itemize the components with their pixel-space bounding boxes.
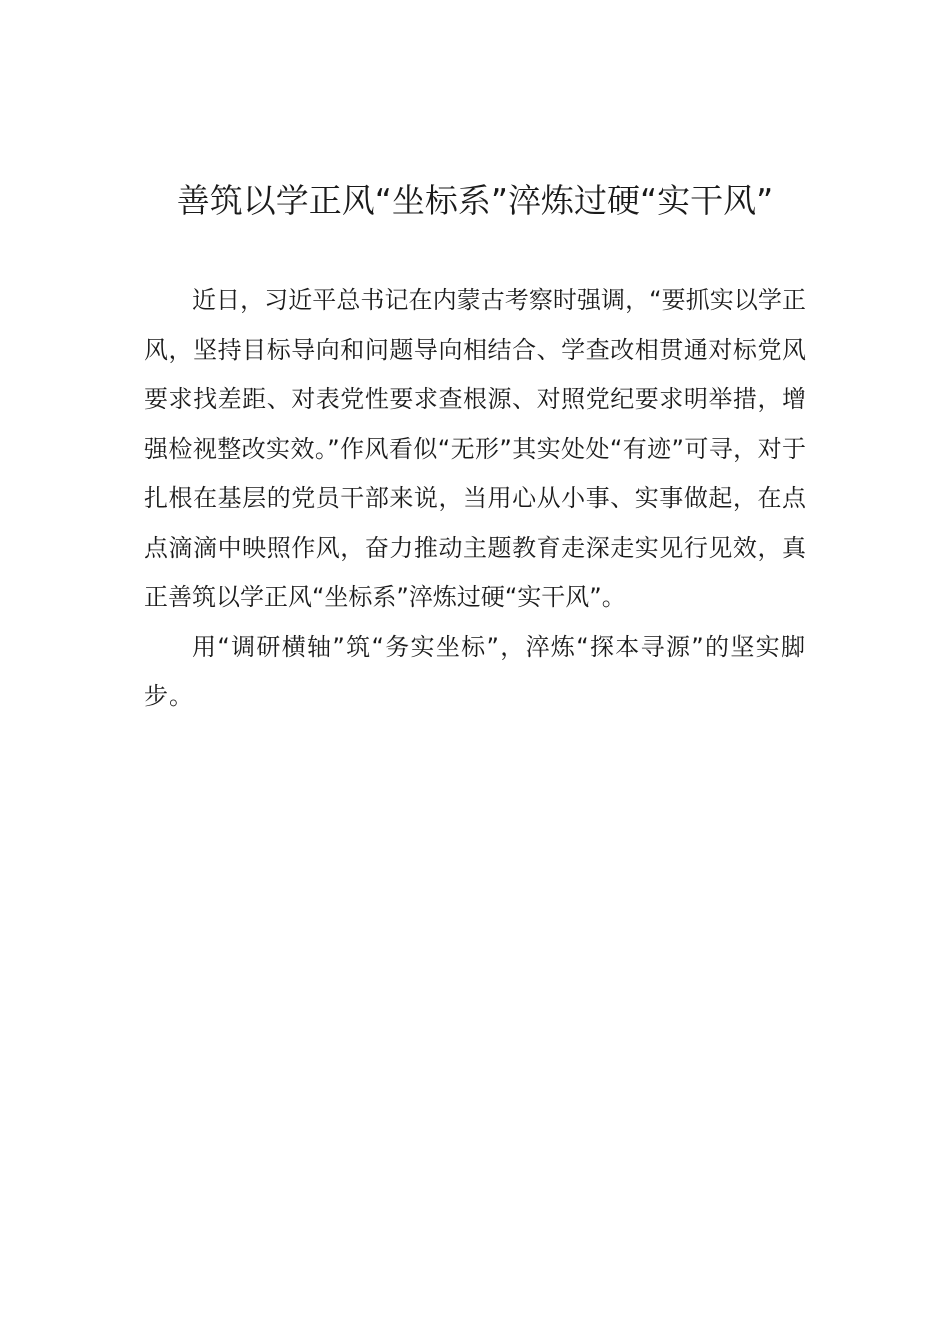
body-paragraph: 近日，习近平总书记在内蒙古考察时强调，“要抓实以学正风，坚持目标导向和问题导向相结合、学查改相贯通对标党风要求找差距、对表党性要求查根源、对照党纪要求明举措，增强检视整改实效。”作风看似“无形”其实处处“有迹”可寻，对于扎根在基层的党员干部来说，当用心从小事、实事做起，在点点滴滴中映照作风，奋力推动主题教育走深走实见行见效，真正善筑以学正风“坐标系”淬炼过硬“实干风”。 bbox=[144, 286, 806, 611]
section-heading: 用“调研横轴”筑“务实坐标”，淬炼“探本寻源”的坚实脚步。 bbox=[144, 632, 806, 710]
document-title: 善筑以学正风“坐标系”淬炼过硬“实干风” bbox=[176, 181, 774, 220]
document-body bbox=[144, 276, 806, 722]
